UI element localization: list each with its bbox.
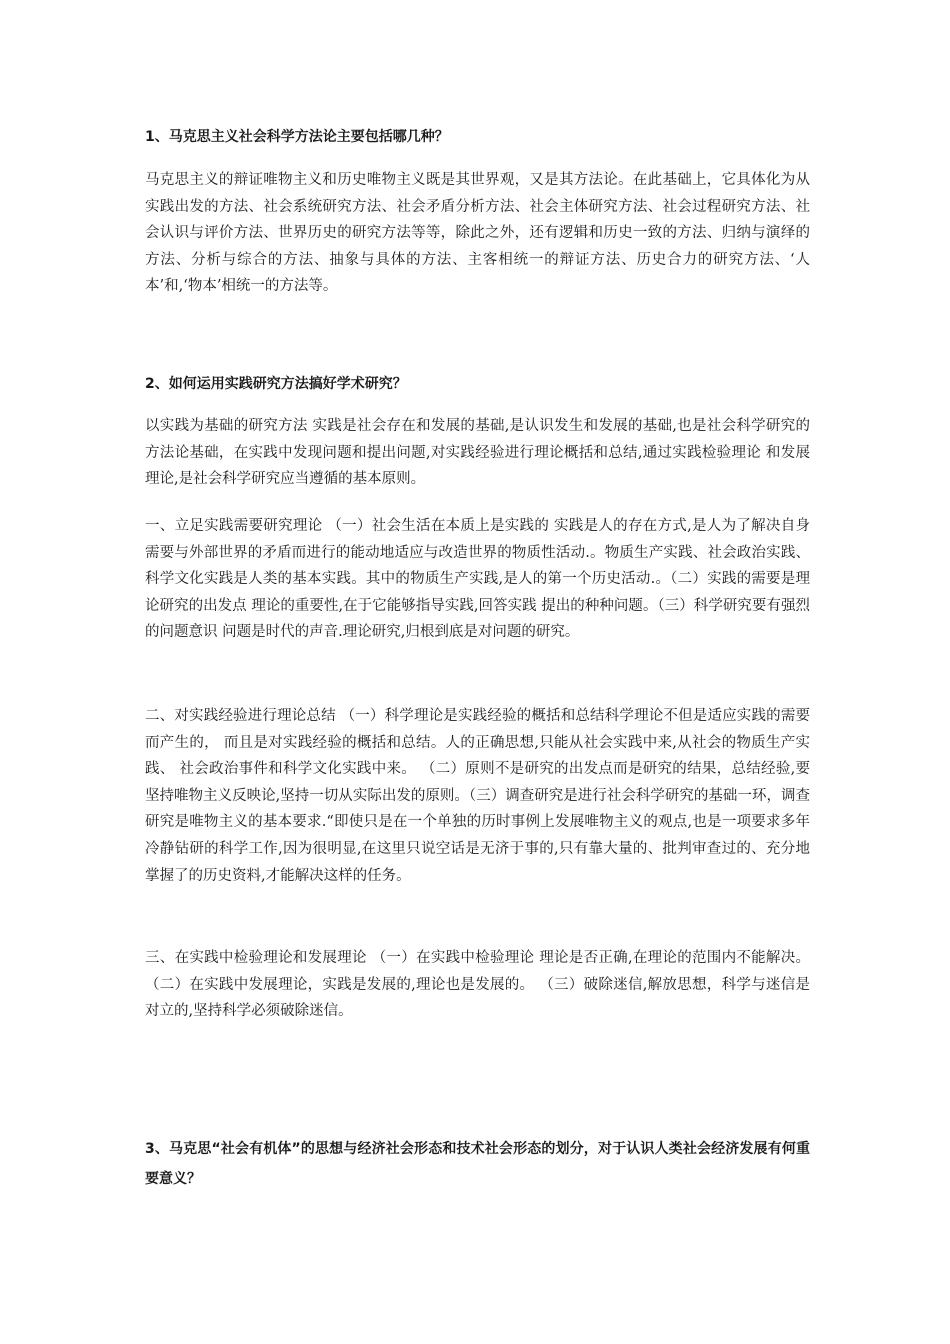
question-2-point-2-paragraph: 二、对实践经验进行理论总结 （一）科学理论是实践经验的概括和总结科学理论不但是适应实践的需要而产生的， 而且是对实践经验的概括和总结。人的正确思想,只能从社会实践中来,从社会的物质生产实践、 社会政治事件和科学文化实践中来。 （二）原则不是研究的出发点而是研究的结果，总结经验,要坚持唯物主义反映论,坚持一切从实际出发的原则。（三）调查研究是进行社会科学研究的基础一环，调查研究是唯物主义的基本要求.“即使只是在一个单独的历时事例上发展唯物主义的观点,也是一项要求多年冷静钻研的科学工作,因为很明显,在这里只说空话是无济于事的,只有靠大量的、批判审查过的、充分地 掌握了的历史资料,才能解决这样的任务。 bbox=[145, 708, 810, 884]
question-2-point-1-paragraph: 一、立足实践需要研究理论 （一）社会生活在本质上是实践的 实践是人的存在方式,是人为了解决自身需要与外部世界的矛盾而进行的能动地适应与改造世界的物质性活动.。物质生产实践、社会政治实践、 科学文化实践是人类的基本实践。其中的物质生产实践,是人的第一个历史活动.。（二）实践的需要是理论研究的出发点 理论的重要性,在于它能够指导实践,回答实践 提出的种种问题。（三）科学研究要有强烈的问题意识 问题是时代的声音.理论研究,归根到底是对问题的研究。 bbox=[145, 518, 810, 641]
question-3-heading: 3、马克思“社会有机体”的思想与经济社会形态和技术社会形态的划分，对于认识人类社会经济发展有何重要意义？ bbox=[145, 1141, 810, 1187]
question-1-answer: 马克思主义的辩证唯物主义和历史唯物主义既是其世界观，又是其方法论。在此基础上，它具体化为从实践出发的方法、社会系统研究方法、社会矛盾分析方法、社会主体研究方法、社会过程研究方法、社会认识与评价方法、世界历史的研究方法等等，除此之外，还有逻辑和历史一致的方法、归纳与演绎的方法、分析与综合的方法、抽象与具体的方法、主客相统一的辩证方法、历史合力的研究方法、‘人本’和,‘物本’相统一的方法等。 bbox=[145, 172, 810, 295]
question-2-heading: 2、如何运用实践研究方法搞好学术研究？ bbox=[145, 376, 407, 392]
question-2-intro-paragraph: 以实践为基础的研究方法 实践是社会存在和发展的基础,是认识发生和发展的基础,也是社会科学研究的方法论基础，在实践中发现问题和提出问题,对实践经验进行理论概括和总结,通过实践检验理论 和发展理论,是社会科学研究应当遵循的基本原则。 bbox=[145, 418, 810, 488]
question-2-point-3-paragraph: 三、在实践中检验理论和发展理论 （一）在实践中检验理论 理论是否正确,在理论的范围内不能解决。（二）在实践中发展理论，实践是发展的,理论也是发展的。 （三）破除迷信,解放思想，科学与迷信是对立的,坚持科学必须破除迷信。 bbox=[145, 950, 810, 1020]
question-1-heading: 1、马克思主义社会科学方法论主要包括哪几种？ bbox=[145, 129, 449, 145]
